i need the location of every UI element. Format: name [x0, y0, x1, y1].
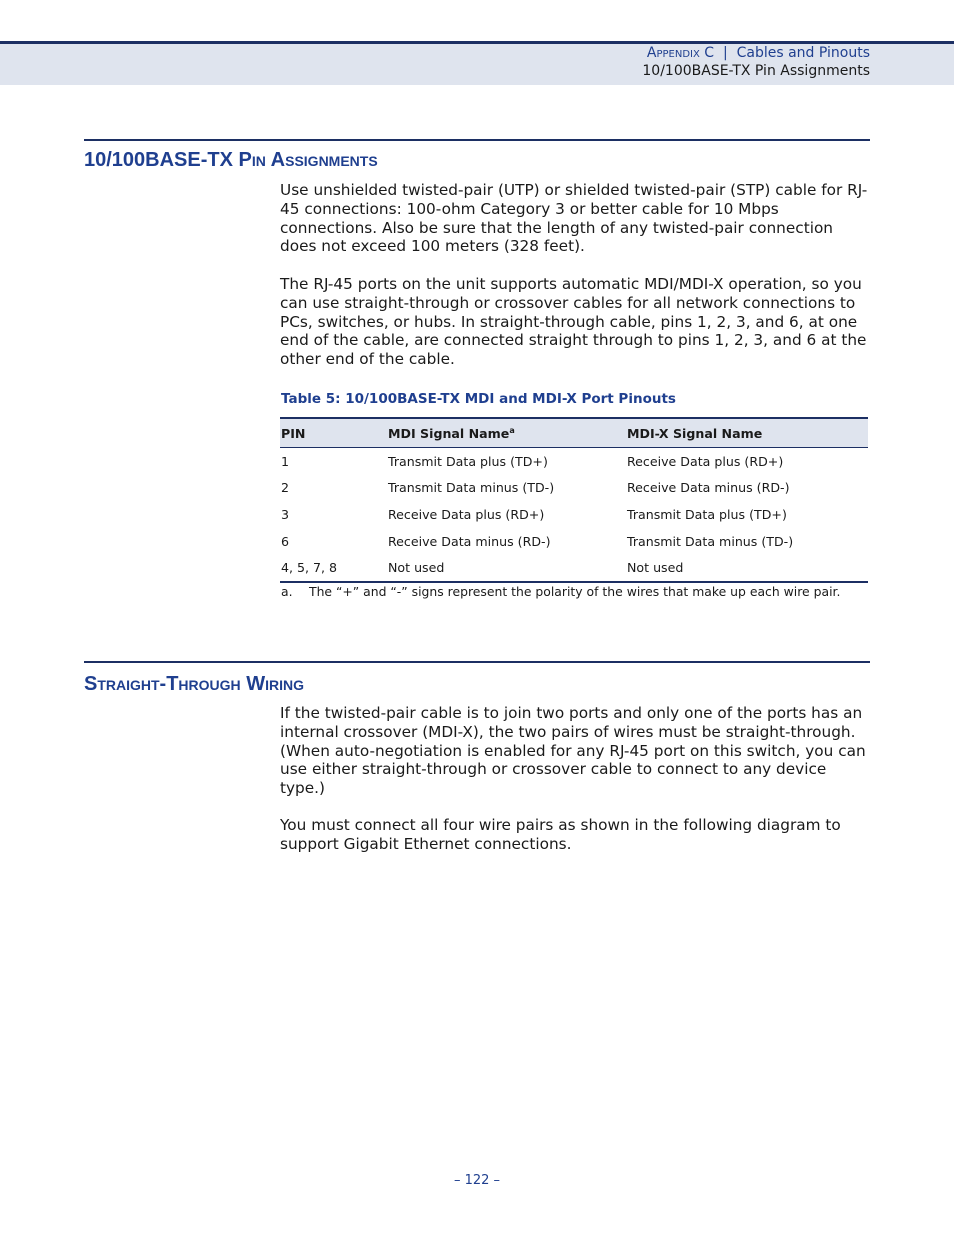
table-footnote: [281, 584, 840, 599]
table-cell: Receive Data minus (RD-): [627, 480, 790, 496]
table-cell: Receive Data minus (RD-): [388, 533, 551, 549]
pinout-table: [280, 417, 868, 583]
footnote-text: The “+” and “-” signs represent the polarity of the wires that make up each wire pair.: [309, 584, 841, 599]
column-header-pin: PIN: [280, 418, 387, 448]
running-header-section: 10/100BASE-TX Pin Assignments: [642, 63, 870, 79]
table-row: [280, 501, 868, 528]
table-header-row: [280, 418, 868, 448]
table-cell: Transmit Data plus (TD+): [627, 506, 787, 522]
table-cell: Transmit Data minus (TD-): [627, 533, 794, 549]
table-cell: Receive Data plus (RD+): [627, 453, 784, 469]
column-header-mdi: MDI Signal Name$^a$: [387, 418, 626, 448]
table-cell: Transmit Data plus (TD+): [388, 453, 548, 469]
paragraph: If the twisted-pair cable is to join two ports and only one of the ports has an internal crossover (MDI-X), the two pairs of wires must be straight-through. (When auto-negotiation is enabled for any RJ-45 port on this switch, you can use either straight-through or crossover cable to connect to any device type.): [280, 704, 866, 798]
paragraph: Use unshielded twisted-pair (UTP) or shielded twisted-pair (STP) cable for RJ-45 connections: 100-ohm Category 3 or better cable for 10 Mbps connections. Also be sure that the length of any twisted-pair connection does not exceed 100 meters (328 feet).: [280, 181, 868, 256]
table-row: [280, 528, 868, 555]
section-title-pin-assignments: 10/100BASE-TX Pin Assignments: [84, 149, 378, 171]
appendix-label: Appendix C: [646, 45, 715, 61]
table-cell: Not used: [387, 554, 626, 582]
footnote-reference: a: [509, 425, 515, 435]
table-cell: Not used: [626, 554, 868, 582]
column-header-mdix: MDI-X Signal Name: [626, 418, 868, 448]
table-cell: 1: [281, 453, 290, 469]
section-title-straight-through: Straight-Through Wiring: [84, 673, 304, 695]
table-cell: 2: [281, 480, 290, 496]
table-row: [280, 554, 868, 582]
table-cell: 3: [281, 506, 290, 522]
table-row: [280, 448, 868, 475]
section-rule: [84, 139, 870, 141]
page-number: – 122 –: [453, 1173, 501, 1188]
table-cell: Transmit Data minus (TD-): [388, 480, 555, 496]
table-cell: Receive Data plus (RD+): [388, 506, 545, 522]
table-cell: 6: [281, 533, 290, 549]
table-cell: 4, 5, 7, 8: [280, 554, 387, 582]
table-caption: Table 5: 10/100BASE-TX MDI and MDI-X Port Pinouts: [281, 391, 676, 407]
table-row: [280, 475, 868, 502]
paragraph: The RJ-45 ports on the unit supports automatic MDI/MDI-X operation, so you can use straight-through or crossover cables for all network connections to PCs, switches, or hubs. In straight-through cable, pins 1, 2, 3, and 6, at one end of the cable, are connected straight through to pins 1, 2, 3, and 6 at the other end of the cable.: [280, 275, 867, 369]
header-separator: |: [722, 45, 728, 61]
section-rule: [84, 661, 870, 663]
footnote-mark: a.: [281, 584, 293, 599]
chapter-title: Cables and Pinouts: [736, 45, 870, 61]
paragraph: You must connect all four wire pairs as shown in the following diagram to support Gigabit Ethernet connections.: [280, 816, 841, 853]
running-header-chapter: [647, 45, 870, 61]
